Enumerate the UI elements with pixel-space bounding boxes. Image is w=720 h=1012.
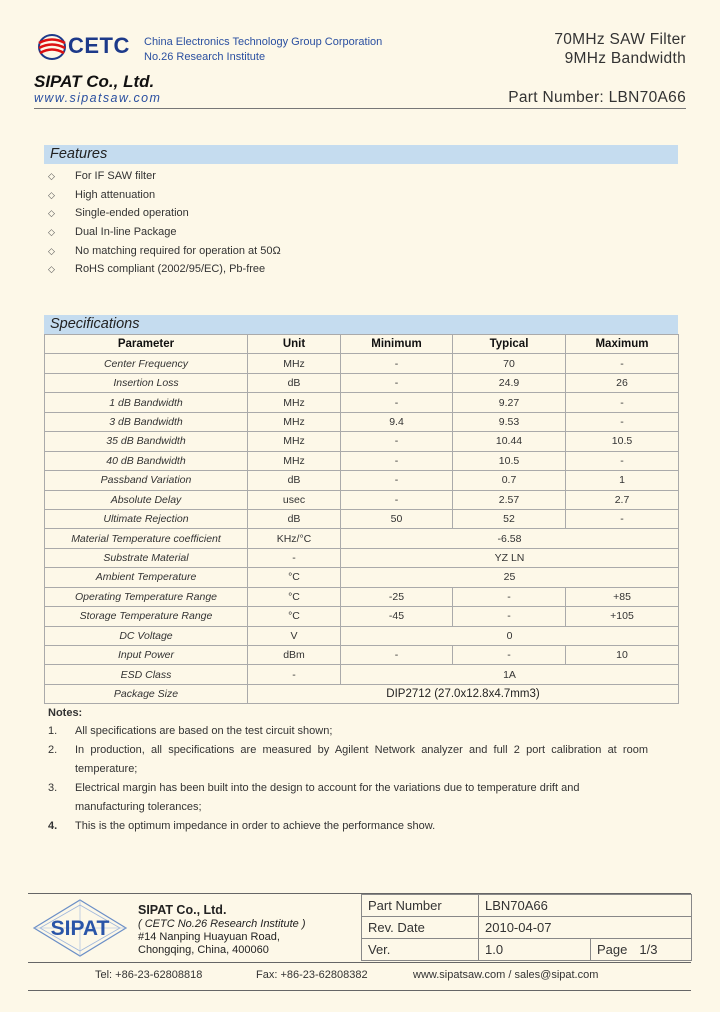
table-cell: - [566,451,679,470]
footer-address-line1: #14 Nanping Huayuan Road, [138,931,280,943]
table-cell: dBm [248,646,341,665]
table-cell: -45 [341,607,453,626]
table-cell: DIP2712 (27.0x12.8x4.7mm3) [248,684,679,703]
table-cell: KHz/°C [248,529,341,548]
note-item: 1. All specifications are based on the test circuit shown; [48,725,333,737]
feature-item: ◇ Single-ended operation [48,204,281,223]
specifications-table [44,334,679,704]
note-item: 4. This is the optimum impedance in order to achieve the performance show. [48,820,436,832]
table-cell: MHz [248,393,341,412]
table-cell: 9.27 [453,393,566,412]
footer-telephone: Tel: +86-23-62808818 [95,969,203,981]
table-row [45,490,679,509]
footer-address-line2: Chongqing, China, 400060 [138,944,269,956]
diamond-bullet-icon: ◇ [48,189,55,200]
table-cell: ESD Class [45,665,248,684]
table-cell: 50 [341,509,453,528]
table-cell: - [453,646,566,665]
table-cell: 70 [453,354,566,373]
table-row [45,587,679,606]
table-cell: °C [248,568,341,587]
institute-name: No.26 Research Institute [144,51,266,63]
table-cell: Insertion Loss [45,373,248,392]
table-cell: °C [248,607,341,626]
table-cell: - [248,665,341,684]
info-row [362,895,692,917]
table-cell: 10 [566,646,679,665]
table-cell: 24.9 [453,373,566,392]
table-cell: Material Temperature coefficient [45,529,248,548]
table-cell: - [248,548,341,567]
table-cell: dB [248,373,341,392]
table-cell: - [341,373,453,392]
features-heading: Features [44,145,678,164]
corp-name: China Electronics Technology Group Corporation [144,36,383,48]
table-cell: Package Size [45,684,248,703]
header-maximum: Maximum [566,335,679,354]
table-cell: YZ LN [341,548,679,567]
table-cell: MHz [248,354,341,373]
table-cell: Center Frequency [45,354,248,373]
table-row [45,373,679,392]
specifications-heading: Specifications [44,315,678,334]
table-cell: dB [248,509,341,528]
rev-date-label: Rev. Date [362,917,479,939]
table-cell: - [453,607,566,626]
table-cell: 10.44 [453,432,566,451]
diamond-bullet-icon: ◇ [48,245,55,256]
rev-date-value: 2010-04-07 [479,917,692,939]
part-number-label: Part Number [362,895,479,917]
table-cell: - [341,471,453,490]
product-bandwidth: 9MHz Bandwidth [564,50,686,67]
page-indicator: Page 1/3 [591,939,692,961]
table-row [45,684,679,703]
header-minimum: Minimum [341,335,453,354]
notes-heading: Notes: [48,707,83,719]
table-row [45,568,679,587]
table-row [45,451,679,470]
table-cell: 1 dB Bandwidth [45,393,248,412]
sipat-logo [32,898,128,958]
table-cell: - [566,354,679,373]
table-cell: 1 [566,471,679,490]
table-cell: Passband Variation [45,471,248,490]
table-row [45,393,679,412]
table-cell: usec [248,490,341,509]
table-cell: -6.58 [341,529,679,548]
table-cell: 25 [341,568,679,587]
table-cell: 9.4 [341,412,453,431]
info-row [362,917,692,939]
table-row [45,665,679,684]
table-cell: V [248,626,341,645]
table-cell: - [566,393,679,412]
table-cell: +85 [566,587,679,606]
table-cell: - [341,646,453,665]
header-divider [34,108,686,109]
info-row [362,939,692,961]
table-cell: +105 [566,607,679,626]
company-name: SIPAT Co., Ltd. [34,72,155,91]
table-cell: 2.7 [566,490,679,509]
footer-mid-rule [28,962,691,963]
table-cell: MHz [248,432,341,451]
table-cell: Ultimate Rejection [45,509,248,528]
table-cell: - [453,587,566,606]
product-title: 70MHz SAW Filter [554,31,686,48]
notes-section [48,704,648,836]
footer-company: SIPAT Co., Ltd. [138,903,227,917]
table-cell: Storage Temperature Range [45,607,248,626]
table-cell: MHz [248,451,341,470]
feature-item: ◇ No matching required for operation at 50Ω [48,242,281,261]
table-cell: 10.5 [453,451,566,470]
header-typical: Typical [453,335,566,354]
table-cell: Operating Temperature Range [45,587,248,606]
table-row [45,354,679,373]
table-cell: Substrate Material [45,548,248,567]
table-cell: - [341,451,453,470]
table-row [45,509,679,528]
table-cell: 1A [341,665,679,684]
table-cell: - [566,412,679,431]
table-cell: - [341,490,453,509]
version-value: 1.0 [479,939,591,961]
header-unit: Unit [248,335,341,354]
table-cell: - [341,354,453,373]
note-item: 3. Electrical margin has been built into the design to account for the variations due to temperature drift and manufacturing tolerances; [48,782,580,813]
table-row [45,529,679,548]
table-cell: Ambient Temperature [45,568,248,587]
feature-item: ◇ For IF SAW filter [48,167,281,186]
version-label: Ver. [362,939,479,961]
features-list [48,167,281,279]
table-cell: °C [248,587,341,606]
table-cell: 52 [453,509,566,528]
table-cell: 26 [566,373,679,392]
table-cell: 3 dB Bandwidth [45,412,248,431]
feature-item: ◇ High attenuation [48,186,281,205]
table-cell: - [341,432,453,451]
footer-web-email[interactable]: www.sipatsaw.com / sales@sipat.com [413,969,599,981]
table-cell: 2.57 [453,490,566,509]
diamond-bullet-icon: ◇ [48,227,55,238]
table-cell: Absolute Delay [45,490,248,509]
diamond-bullet-icon: ◇ [48,171,55,181]
table-row [45,471,679,490]
svg-text:SIPAT: SIPAT [50,917,110,940]
table-row [45,646,679,665]
table-cell: 10.5 [566,432,679,451]
table-row [45,626,679,645]
table-cell: Input Power [45,646,248,665]
part-number-value: LBN70A66 [479,895,692,917]
table-cell: 0.7 [453,471,566,490]
table-cell: 9.53 [453,412,566,431]
table-cell: dB [248,471,341,490]
cetc-logo-text: CETC [68,33,130,58]
feature-item: ◇ RoHS compliant (2002/95/EC), Pb-free [48,260,281,279]
table-row [45,548,679,567]
diamond-bullet-icon: ◇ [48,264,55,275]
footer-institute: ( CETC No.26 Research Institute ) [138,918,306,930]
document-info-table [361,894,692,961]
diamond-bullet-icon: ◇ [48,208,55,219]
header-parameter: Parameter [45,335,248,354]
company-website[interactable]: www.sipatsaw.com [34,91,162,105]
table-cell: DC Voltage [45,626,248,645]
table-row [45,412,679,431]
note-item: 2. In production, all specifications are measured by Agilent Network analyzer and full 2 port calibration at room temperature; [48,744,648,775]
table-cell: 40 dB Bandwidth [45,451,248,470]
part-number: Part Number: LBN70A66 [508,89,686,106]
table-row [45,607,679,626]
table-cell: - [341,393,453,412]
table-cell: 35 dB Bandwidth [45,432,248,451]
table-header-row [45,335,679,354]
table-cell: - [566,509,679,528]
feature-item: ◇ Dual In-line Package [48,223,281,242]
table-cell: 0 [341,626,679,645]
footer-bottom-rule [28,990,691,991]
table-cell: -25 [341,587,453,606]
footer-fax: Fax: +86-23-62808382 [256,969,368,981]
table-cell: MHz [248,412,341,431]
table-row [45,432,679,451]
